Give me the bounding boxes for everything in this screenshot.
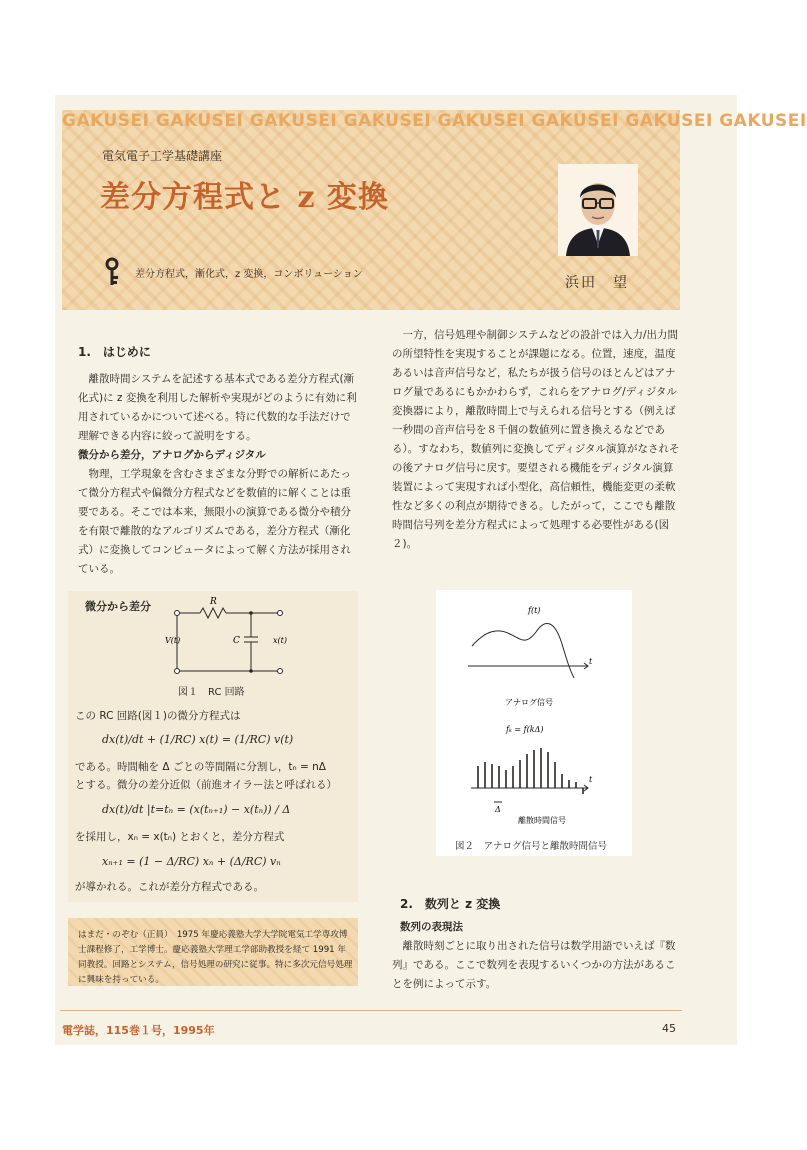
subheading-diff: 微分から差分，アナログからディジタル	[78, 449, 266, 461]
subheading-sequence: 数列の表現法	[400, 921, 463, 933]
author-bio-text: はまだ・のぞむ（正員） 1975 年慶応義塾大学大学院電気工学専攻博士課程修了，工学博士。慶応義塾大学理工学部助教授を経て 1991 年同教授。回路とシステム，信号処理の研究に従事。特に多次元信号処理に興味を持っている。	[78, 930, 353, 985]
box-text-4: を採用し，xₙ = x(tₙ) とおくと，差分方程式	[75, 831, 285, 843]
box-text-3: とする。微分の差分近似（前進オイラー法と呼ばれる）	[75, 779, 337, 791]
fig2-discrete-label: 離散時間信号	[518, 816, 566, 825]
right-intro-text	[392, 326, 682, 554]
box-text-2: である。時間軸を Δ ごとの等間隔に分割し，tₙ = nΔ	[75, 761, 326, 773]
box-title: 微分から差分	[85, 600, 151, 613]
right-section-2	[392, 918, 682, 994]
keywords: 差分方程式，漸化式，z 変換，コンボリューション	[135, 269, 363, 280]
diff-paragraph: 物理，工学現象を含むさまざまな分野での解析にあたって微分方程式や偏微分方程式などを数値的に解くことは重要である。そこでは本来，無限小の演算である微分や積分を有限で離散的なアルゴリズムである，差分方程式（漸化式）に変換してコンピュータによって解く方法が採用されている。	[78, 468, 351, 575]
box-text-5: が導かれる。これが差分方程式である。	[75, 881, 264, 893]
fig2-t2-label: t	[589, 775, 593, 784]
section-1-heading: 1. はじめに	[78, 345, 151, 359]
label-C: C	[233, 636, 240, 646]
author-photo	[558, 164, 638, 256]
intro-paragraph: 離散時間システムを記述する基本式である差分方程式(漸化式)に z 変換を利用した解析や実現がどのように有効に利用されているかについて述べる。特に代数的な手法だけで理解できる内容に絞って説明をする。	[78, 373, 357, 442]
label-x: x(t)	[273, 636, 287, 645]
fig2-fk-label: fₖ = f(kΔ)	[506, 725, 544, 734]
label-R: R	[210, 597, 217, 607]
figure-2-plots	[436, 590, 632, 835]
fig1-caption: 図１ RC 回路	[178, 687, 245, 698]
section-2-heading: 2. 数列と z 変換	[400, 897, 501, 911]
equation-1: dx(t)/dt + (1/RC) x(t) = (1/RC) v(t)	[102, 733, 294, 746]
page-number: 45	[662, 1022, 676, 1035]
label-V: V(t)	[165, 636, 181, 645]
box-text-1: この RC 回路(図１)の微分方程式は	[75, 710, 241, 722]
fig2-t-label: t	[589, 657, 593, 666]
rc-circuit-diagram	[155, 595, 305, 680]
series-name: 電気電子工学基礎講座	[102, 149, 223, 163]
fig2-delta-label: Δ	[495, 805, 501, 814]
fig2-caption: 図２ アナログ信号と離散時間信号	[455, 841, 608, 852]
left-intro-text	[78, 370, 358, 579]
key-icon	[103, 257, 125, 287]
journal-citation: 電学誌，115巻１号，1995年	[62, 1024, 215, 1037]
article-title: 差分方程式と z 変換	[100, 180, 389, 215]
equation-3: xₙ₊₁ = (1 − Δ/RC) xₙ + (Δ/RC) vₙ	[102, 855, 281, 868]
fig2-ft-label: f(t)	[528, 606, 541, 615]
header-gakusei-text: GAKUSEI GAKUSEI GAKUSEI GAKUSEI GAKUSEI GAKUSEI GAKUSEI GAKUSEI	[62, 111, 807, 131]
right-paragraph-2: 離散時刻ごとに取り出された信号は数学用語でいえば『数列』である。ここで数列を表現するいくつかの方法があることを例によって示す。	[392, 940, 676, 990]
fig2-analog-label: アナログ信号	[505, 698, 553, 707]
equation-2: dx(t)/dt |t=tₙ = (x(tₙ₊₁) − x(tₙ)) / Δ	[102, 803, 291, 816]
right-paragraph-1: 一方，信号処理や制御システムなどの設計では入力/出力間の所望特性を実現することが課題になる。位置，速度，温度あるいは音声信号など，私たちが扱う信号のほとんどはアナログ量であるにもかかわらず，これらをアナログ/ディジタル変換器により，離散時間上で与えられる信号とする（例えば一秒間の音声信号を８千個の数値列に置き換えるなどである）。すなわち，数値列に変換してディジタル演算がなされその後アナログ信号に戻す。要望される機能をディジタル演算装置によって実現すれば小型化，高信頼性，機能変更の柔軟性など多くの利点が期待できる。したがって，ここでも離散時間信号列を差分方程式によって処理する必要性がある(図２)。	[392, 329, 680, 550]
author-name: 浜田 望	[565, 275, 629, 291]
footer-rule	[60, 1010, 682, 1011]
